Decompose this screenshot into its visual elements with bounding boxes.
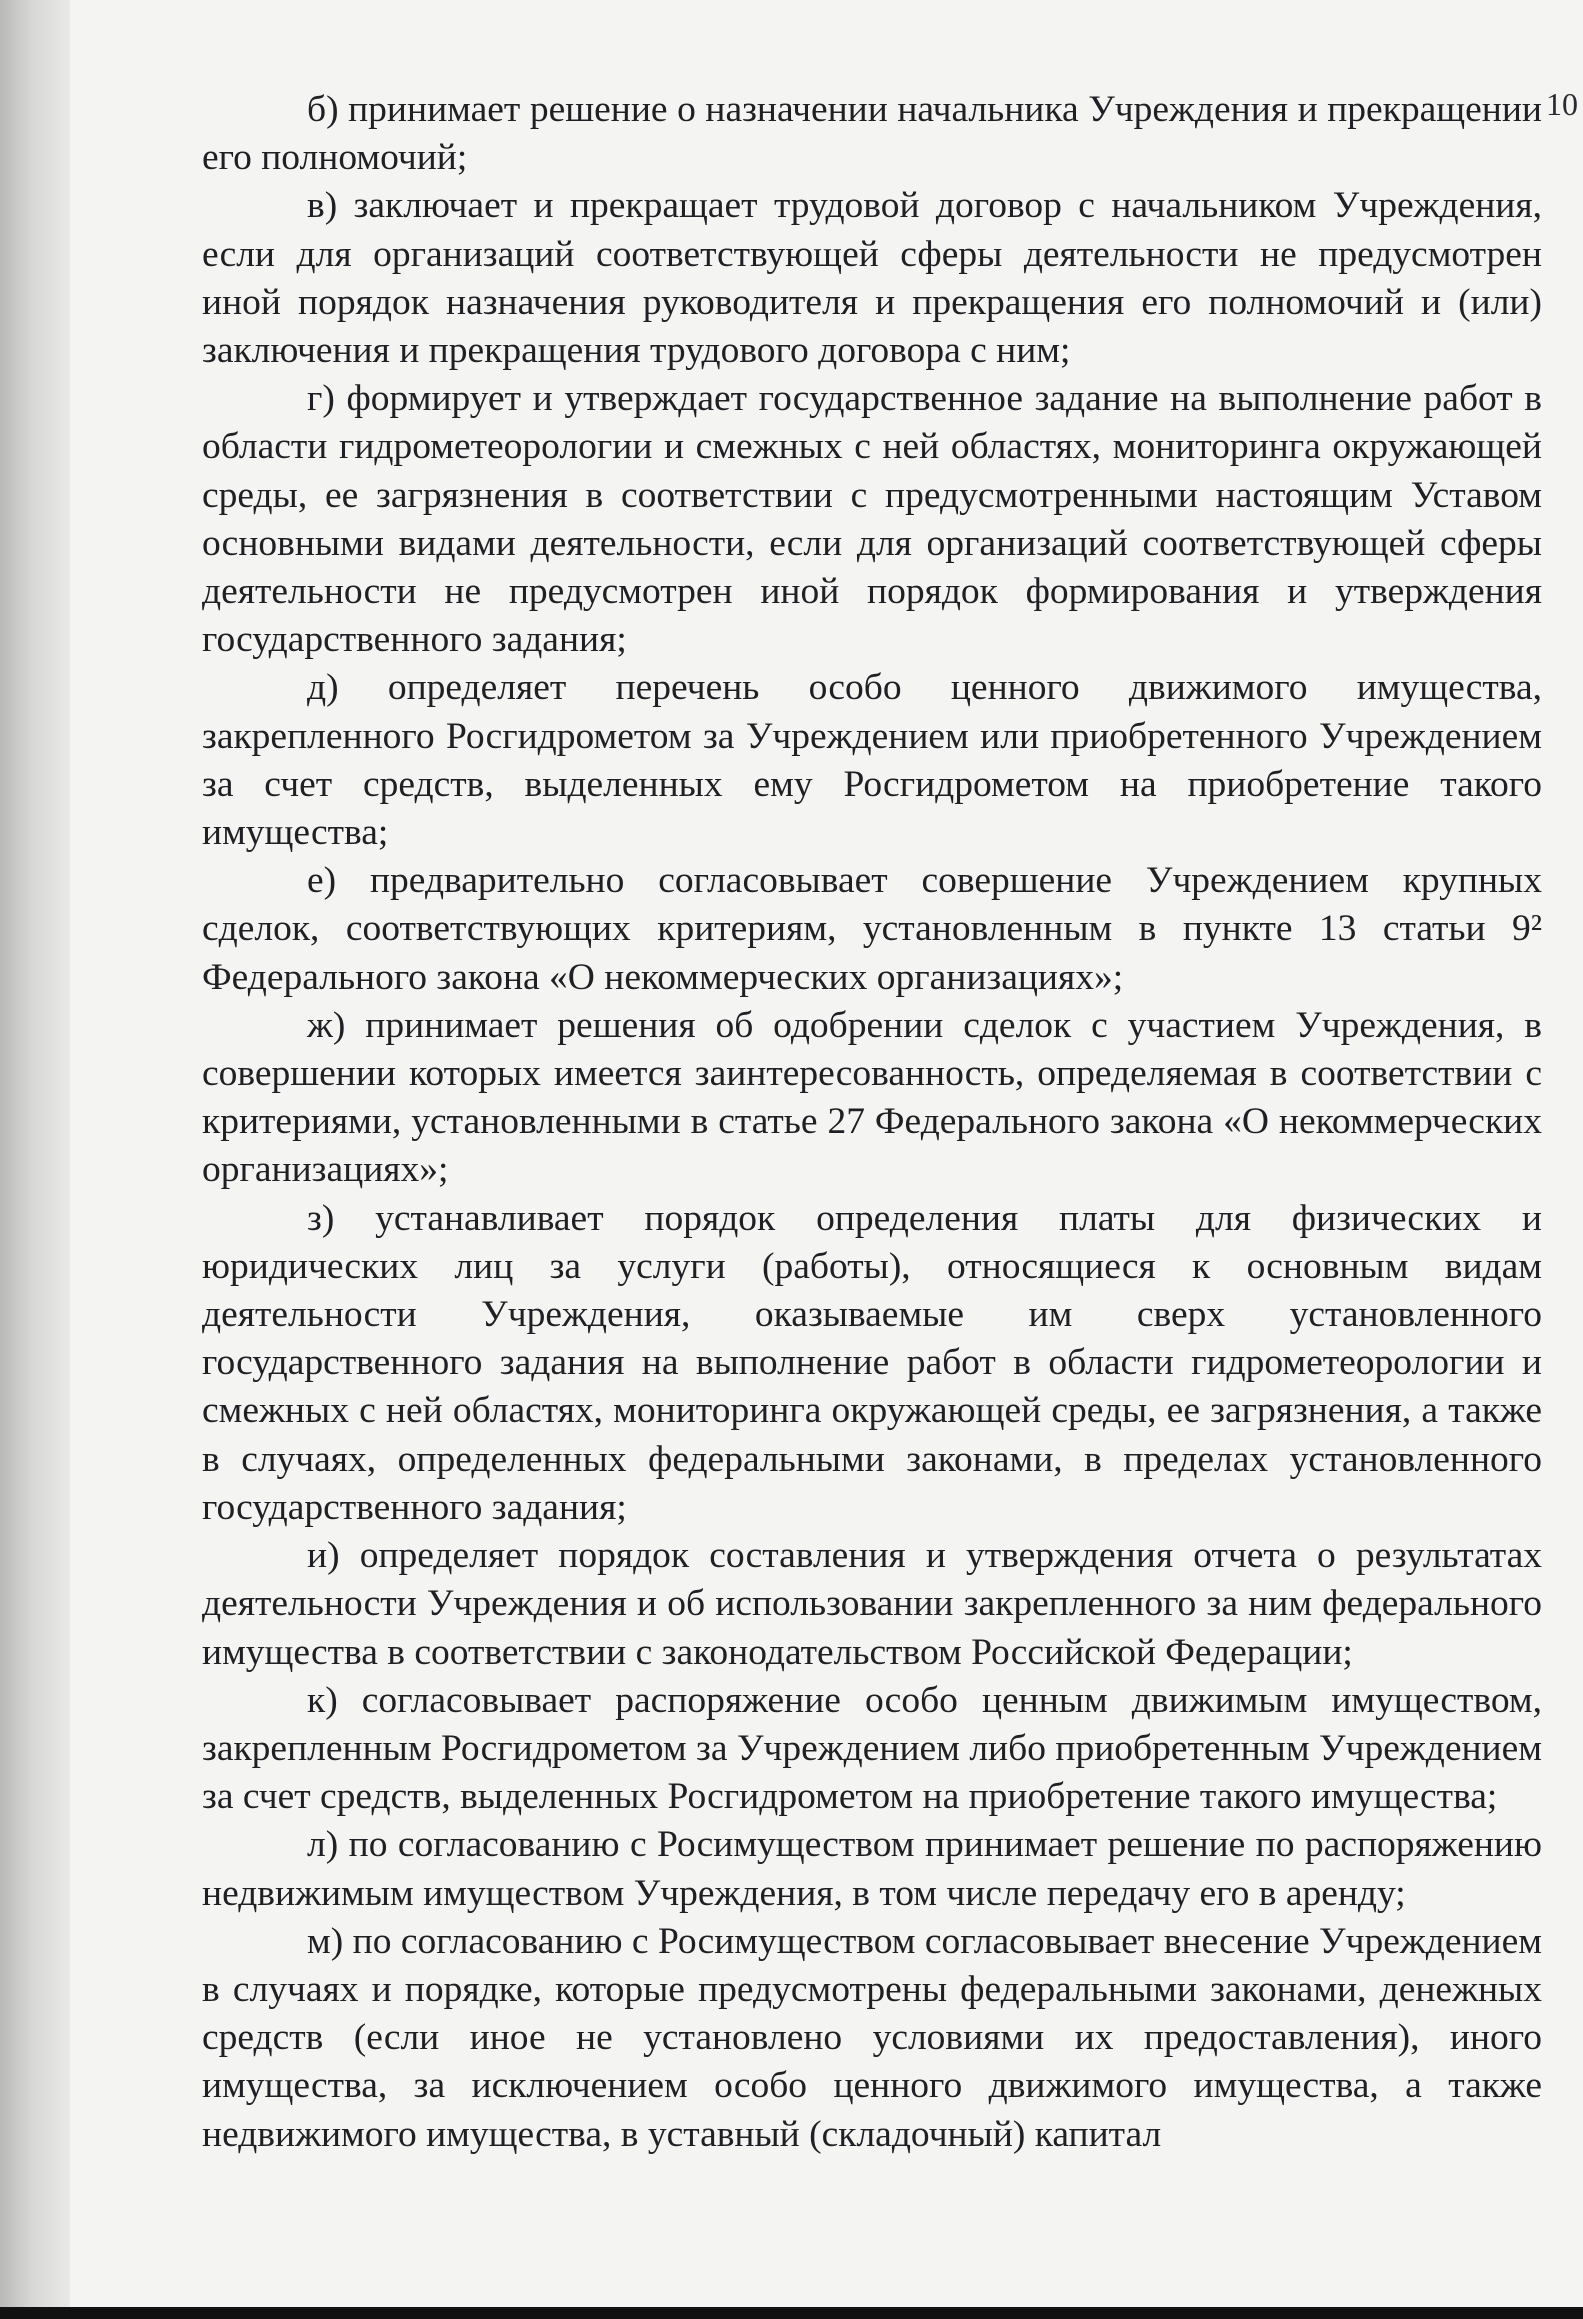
document-page [70, 0, 1583, 2319]
paragraph-z: з) устанавливает порядок определения платы для физических и юридических лиц за услуги (работы), относящиеся к основным видам деятельности Учреждения, оказываемые им сверх установленного государственного задания на выполнение работ в области гидрометеорологии и смежных с ней областях, мониторинга окружающей среды, ее загрязнения, а также в случаях, определенных федеральными законами, в пределах установленного государственного задания; [202, 1197, 1542, 1528]
page-number: 10 [1546, 86, 1578, 122]
paragraph-e: е) предварительно согласовывает совершение Учреждением крупных сделок, соответствующих критериям, установленным в пункте 13 статьи 9² Федерального закона «О некоммерческих организациях»; [202, 860, 1542, 998]
page-body [202, 86, 1542, 2159]
paragraph-v: в) заключает и прекращает трудовой договор с начальником Учреждения, если для организаций соответствующей сферы деятельности не предусмотрен иной порядок назначения руководителя и прекращения его полномочий и (или) заключения и прекращения трудового договора с ним; [202, 185, 1542, 372]
paragraph-zh: ж) принимает решения об одобрении сделок с участием Учреждения, в совершении которых имеется заинтересованность, определяемая в соответствии с критериями, установленными в статье 27 Федерального закона «О некоммерческих организациях»; [202, 1004, 1542, 1191]
paragraph-d: д) определяет перечень особо ценного движимого имущества, закрепленного Росгидрометом за Учреждением или приобретенного Учреждением за счет средств, выделенных ему Росгидрометом на приобретение такого имущества; [202, 667, 1542, 854]
paragraph-g: г) формирует и утверждает государственное задание на выполнение работ в области гидрометеорологии и смежных с ней областях, мониторинга окружающей среды, ее загрязнения в соответствии с предусмотренными настоящим Уставом основными видами деятельности, если для организаций соответствующей сферы деятельности не предусмотрен иной порядок формирования и утверждения государственного задания; [202, 378, 1542, 661]
paragraph-k: к) согласовывает распоряжение особо ценным движимым имуществом, закрепленным Росгидрометом за Учреждением либо приобретенным Учреждением за счет средств, выделенных Росгидрометом на приобретение такого имущества; [202, 1679, 1542, 1818]
paragraph-b: б) принимает решение о назначении начальника Учреждения и прекращении его полномочий; [202, 89, 1542, 179]
binding-shadow [0, 0, 70, 2319]
paragraph-m: м) по согласованию с Росимуществом согласовывает внесение Учреждением в случаях и порядке, которые предусмотрены федеральными законами, денежных средств (если иное не установлено условиями их предоставления), иного имущества, за исключением особо ценного движимого имущества, а также недвижимого имущества, в уставный (складочный) капитал [202, 1920, 1542, 2155]
scan-bottom-edge [0, 2307, 1583, 2319]
paragraph-i: и) определяет порядок составления и утверждения отчета о результатах деятельности Учреждения и об использовании закрепленного за ним федерального имущества в соответствии с законодательством Российской Федерации; [202, 1535, 1542, 1673]
paragraph-l: л) по согласованию с Росимуществом принимает решение по распоряжению недвижимым имуществом Учреждения, в том числе передачу его в аренду; [202, 1824, 1542, 1914]
